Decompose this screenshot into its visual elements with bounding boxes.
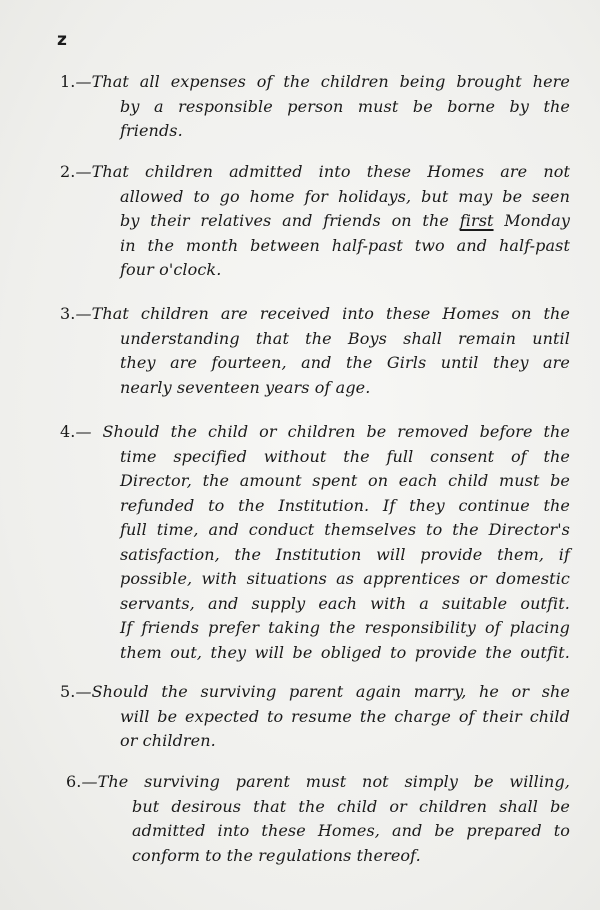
rule-1 xyxy=(60,70,570,144)
rule-line: possible, with situations as apprentices or domestic xyxy=(120,569,570,588)
rule-line xyxy=(60,160,570,185)
rule-line: friends. xyxy=(120,121,183,140)
rule-line: full time, and conduct themselves to the Director's xyxy=(120,520,570,539)
rule-3 xyxy=(60,302,570,400)
rule-line xyxy=(60,420,570,445)
rule-line: satisfaction, the Institution will provide them, if xyxy=(120,544,570,564)
rule-text: — Should the child or children be removed before the xyxy=(75,422,570,441)
rule-line: or children. xyxy=(120,731,216,750)
rule-line: them out, they will be obliged to provide the outfit. xyxy=(120,642,570,662)
rule-line: by a responsible person must be borne by the xyxy=(120,96,570,116)
rule-text: —The surviving parent must not simply be willing, xyxy=(81,772,570,791)
rule-number: 5. xyxy=(60,682,76,701)
rule-number: 3. xyxy=(60,304,76,323)
rule-line: admitted into these Homes, and be prepared to xyxy=(132,821,570,840)
underlined-word: first xyxy=(459,211,494,230)
rule-line: conform to the regulations thereof. xyxy=(132,845,421,865)
rule-line: will be expected to resume the charge of their child xyxy=(120,706,570,726)
rule-line: servants, and supply each with a suitable outfit. xyxy=(120,593,570,613)
rule-text: —Should the surviving parent again marry, he or she xyxy=(75,682,570,701)
rule-line: but desirous that the child or children shall be xyxy=(132,796,570,816)
rule-line: refunded to the Institution. If they continue the xyxy=(120,495,570,515)
rule-4 xyxy=(60,420,570,665)
rule-line: nearly seventeen years of age. xyxy=(120,377,371,397)
rule-line: they are fourteen, and the Girls until they are xyxy=(120,353,570,372)
rule-line xyxy=(60,680,570,705)
rule-line: If friends prefer taking the responsibility of placing xyxy=(120,618,570,637)
rule-text: Monday xyxy=(504,211,571,230)
rule-text: —That all expenses of the children being brought here xyxy=(75,72,570,91)
rule-2 xyxy=(60,160,570,283)
rule-number: 1. xyxy=(60,72,76,91)
rule-line: Director, the amount spent on each child must be xyxy=(120,471,570,490)
rule-5 xyxy=(60,680,570,754)
rule-number: 6. xyxy=(66,772,82,791)
rule-number: 2. xyxy=(60,162,76,181)
rule-text: —That children are received into these Homes on the xyxy=(75,304,570,323)
rule-line: understanding that the Boys shall remain until xyxy=(120,328,570,348)
rule-text: by their relatives and friends on the xyxy=(120,211,449,230)
rule-text: —That children admitted into these Homes are not xyxy=(75,162,570,181)
corner-mark: z xyxy=(57,30,67,50)
rule-line xyxy=(60,70,570,95)
rule-number: 4. xyxy=(60,422,76,441)
rule-line: in the month between half-past two and half-past xyxy=(120,235,570,255)
rule-line xyxy=(60,209,570,234)
rule-line: allowed to go home for holidays, but may be seen xyxy=(120,186,570,206)
rule-line xyxy=(66,770,570,795)
rule-line: time specified without the full consent of the xyxy=(120,446,570,466)
rule-6 xyxy=(66,770,570,868)
rule-line: four o'clock. xyxy=(120,260,222,279)
rule-line xyxy=(60,302,570,327)
